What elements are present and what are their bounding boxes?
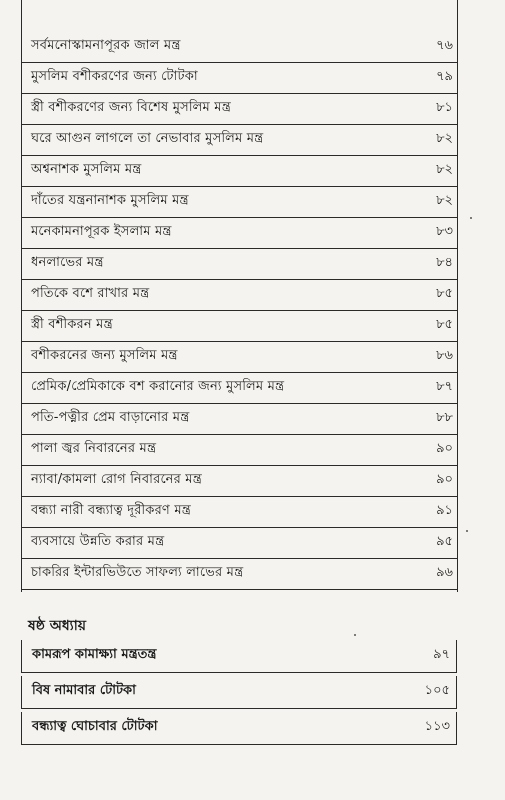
toc-row xyxy=(21,435,457,466)
toc-row xyxy=(21,466,457,497)
toc-row xyxy=(21,32,457,63)
toc-page-number: ৮৫ xyxy=(436,286,453,301)
toc-row xyxy=(21,125,457,156)
toc-page-number: ৮১ xyxy=(436,100,453,115)
toc-row xyxy=(21,342,457,373)
toc-title: বন্ধ্যা নারী বন্ধ্যাত্ব দূরীকরণ মন্ত্র xyxy=(31,503,191,518)
toc-title: মনেকামনাপূরক ইসলাম মন্ত্র xyxy=(31,224,172,239)
chapter-entry-page: ৯৭ xyxy=(433,647,450,662)
speck xyxy=(466,530,468,532)
toc-title: বশীকরনের জন্য মুসলিম মন্ত্র xyxy=(31,348,178,363)
toc-page-number: ৭৯ xyxy=(436,69,453,84)
toc-page-number: ৯০ xyxy=(436,472,453,487)
toc-page-number: ৯৬ xyxy=(436,565,453,580)
toc-title: ধনলাভের মন্ত্র xyxy=(31,255,104,270)
speck xyxy=(354,634,356,636)
toc-title: সর্বমনোস্কামনাপূরক জাল মন্ত্র xyxy=(31,38,181,53)
toc-title: ন্যাবা/কামলা রোগ নিবারনের মন্ত্র xyxy=(31,472,202,487)
toc-page-number: ৭৬ xyxy=(436,38,453,53)
toc-title: স্ত্রী বশীকরণের জন্য বিশেষ মুসলিম মন্ত্র xyxy=(31,100,231,115)
toc-page-number: ৮৬ xyxy=(436,348,453,363)
toc-row xyxy=(21,280,457,311)
chapter-entry-page: ১১৩ xyxy=(424,719,450,734)
toc-page-number: ৯০ xyxy=(436,441,453,456)
toc-title: অশ্বনাশক মুসলিম মন্ত্র xyxy=(31,162,142,177)
toc-title: ঘরে আগুন লাগলে তা নেভাবার মুসলিম মন্ত্র xyxy=(31,131,264,146)
toc-row xyxy=(21,528,457,559)
chapter-row xyxy=(21,712,457,745)
toc-title: মুসলিম বশীকরণের জন্য টোটকা xyxy=(31,69,198,84)
toc-page-number: ৯৫ xyxy=(436,534,453,549)
chapter-entry-page: ১০৫ xyxy=(424,683,450,698)
toc-row xyxy=(21,249,457,280)
toc-row xyxy=(21,187,457,218)
toc-row xyxy=(21,156,457,187)
toc-row xyxy=(21,497,457,528)
chapter-entry-title: কামরূপ কামাক্ষ্যা মন্ত্রতন্ত্র xyxy=(32,647,157,662)
chapter-heading: ষষ্ঠ অধ্যায় xyxy=(28,618,87,634)
toc-row xyxy=(21,404,457,435)
toc-title: পতি-পত্নীর প্রেম বাড়ানোর মন্ত্র xyxy=(31,410,190,425)
toc-row xyxy=(21,311,457,342)
right-border-line xyxy=(457,0,458,592)
toc-page-number: ৮২ xyxy=(436,131,453,146)
toc-row xyxy=(21,373,457,404)
toc-page-number: ৮৭ xyxy=(436,379,453,394)
toc-page-number: ৮২ xyxy=(436,193,453,208)
toc-row xyxy=(21,63,457,94)
toc-row xyxy=(21,559,457,590)
toc-title: দাঁতের যন্ত্রনানাশক মুসলিম মন্ত্র xyxy=(31,193,189,208)
toc-page-number: ৯১ xyxy=(436,503,453,518)
toc-row xyxy=(21,94,457,125)
toc-title: ব্যবসায়ে উন্নতি করার মন্ত্র xyxy=(31,534,165,549)
toc-row xyxy=(21,218,457,249)
chapter-row xyxy=(21,676,457,709)
toc-page-number: ৮৩ xyxy=(436,224,453,239)
toc-title: চাকরির ইন্টারভিউতে সাফল্য লাভের মন্ত্র xyxy=(31,565,244,580)
chapter-entry-title: বন্ধ্যাত্ব ঘোচাবার টোটকা xyxy=(32,719,158,734)
speck xyxy=(470,217,472,219)
toc-page-number: ৮৫ xyxy=(436,317,453,332)
chapter-entry-title: বিষ নামাবার টোটকা xyxy=(32,683,136,698)
chapter-row xyxy=(21,640,457,673)
toc-title: পতিকে বশে রাখার মন্ত্র xyxy=(31,286,150,301)
toc-page-number: ৮২ xyxy=(436,162,453,177)
toc-title: স্ত্রী বশীকরন মন্ত্র xyxy=(31,317,113,332)
toc-page-number: ৮৪ xyxy=(436,255,453,270)
toc-page-number: ৮৮ xyxy=(436,410,453,425)
toc-title: পালা জ্বর নিবারনের মন্ত্র xyxy=(31,441,157,456)
toc-title: প্রেমিক/প্রেমিকাকে বশ করানোর জন্য মুসলিম মন্ত্র xyxy=(31,379,285,394)
